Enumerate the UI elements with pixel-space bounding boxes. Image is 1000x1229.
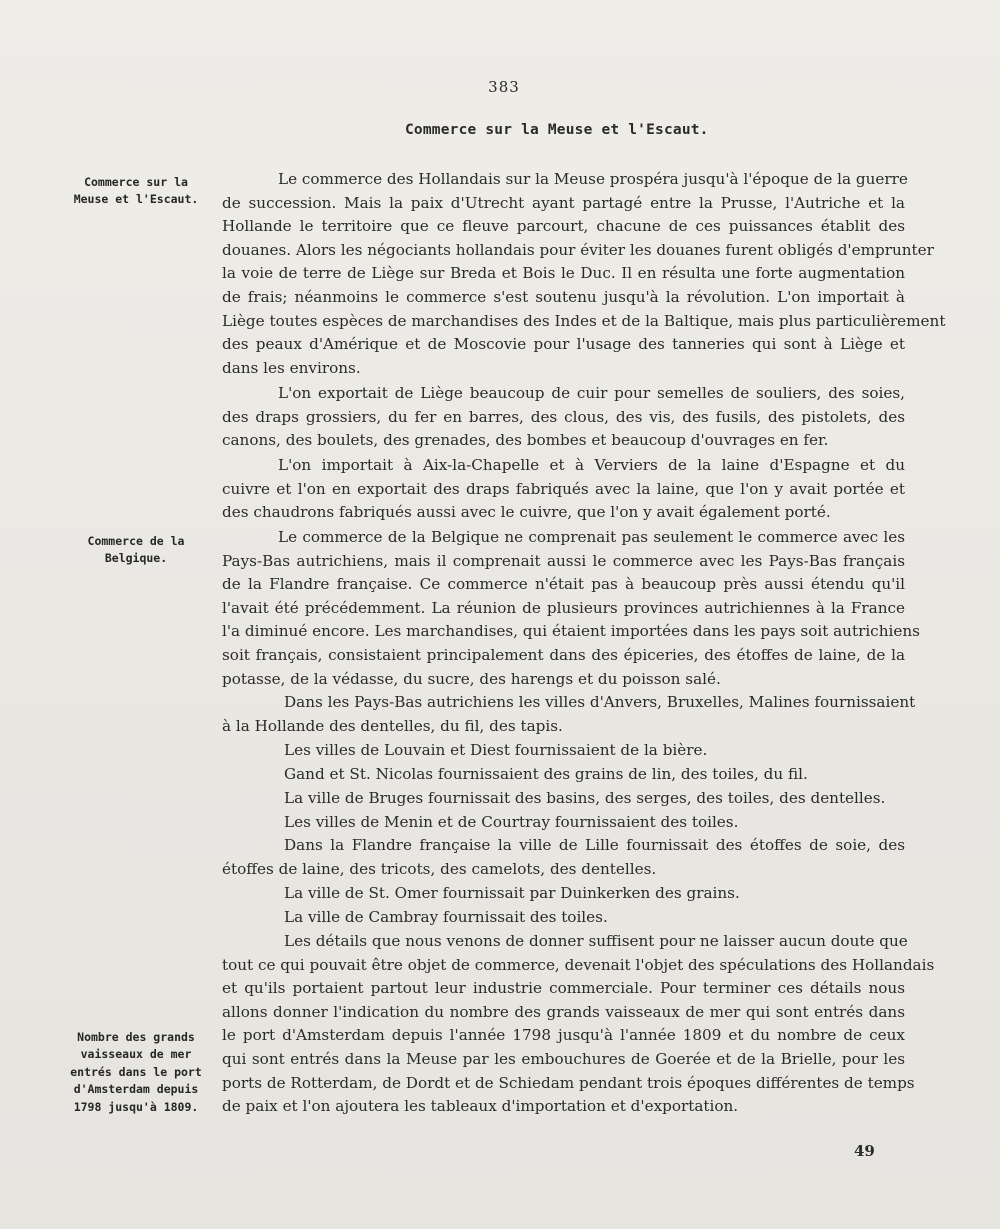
text-line: de frais; néanmoins le commerce s'est soutenu jusqu'à la révolution. L'on importait à (222, 287, 905, 306)
text-line: Les villes de Louvain et Diest fournissaient de la bière. (284, 741, 708, 759)
margin-note-line: Belgique. (104, 551, 168, 566)
text-line: soit français, consistaient principalement dans des épiceries, des étoffes de laine, de la (222, 645, 905, 664)
text-line: Les villes de Menin et de Courtray fournissaient des toiles. (284, 813, 739, 831)
text-line: cuivre et l'on en exportait des draps fabriqués avec la laine, que l'on y avait portée et (222, 479, 905, 498)
text-line: Dans les Pays-Bas autrichiens les villes d'Anvers, Bruxelles, Malines fournissaient (284, 693, 916, 711)
text-line: de succession. Mais la paix d'Utrecht ayant partagé entre la Prusse, l'Autriche et la (222, 193, 905, 212)
paragraph-conclusion (222, 930, 935, 1119)
text-line: à la Hollande des dentelles, du fil, des tapis. (222, 716, 563, 735)
text-line: ports de Rotterdam, de Dordt et de Schiedam pendant trois époques différentes de temps (222, 1073, 915, 1092)
text-line: la voie de terre de Liège sur Breda et Bois le Duc. Il en résulta une forte augmentation (222, 264, 905, 283)
text-line: allons donner l'indication du nombre des grands vaisseaux de mer qui sont entrés dans (222, 1002, 905, 1021)
text-line: l'avait été précédemment. La réunion de plusieurs provinces autrichiennes à la France (222, 598, 905, 617)
paragraph-louvain (222, 739, 905, 763)
paragraph-bruges (222, 787, 905, 811)
margin-note-nombre-vaisseaux (58, 1029, 214, 1116)
margin-note-line: 1798 jusqu'à 1809. (73, 1099, 199, 1114)
text-line: Le commerce des Hollandais sur la Meuse prospéra jusqu'à l'époque de la guerre (278, 170, 908, 188)
text-line: des peaux d'Amérique et de Moscovie pour l'usage des tanneries qui sont à Liège et (222, 335, 905, 354)
text-line: potasse, de la védasse, du sucre, des harengs et du poisson salé. (222, 669, 721, 688)
text-line: L'on exportait de Liège beaucoup de cuir pour semelles de souliers, des soies, (278, 384, 905, 402)
paragraph-pays-bas-autrichiens (222, 691, 916, 738)
paragraph-lille (222, 834, 905, 881)
paragraph-liege-export (222, 382, 905, 453)
margin-note-line: Commerce de la (87, 534, 185, 548)
text-line: Liège toutes espèces de marchandises des Indes et de la Baltique, mais plus particulièrement (222, 311, 946, 330)
text-line: de la Flandre française. Ce commerce n'était pas à beaucoup près aussi étendu qu'il (222, 575, 905, 594)
text-line: Hollande le territoire que ce fleuve parcourt, chacune de ces puissances établit des (222, 217, 905, 236)
text-line: des chaudrons fabriqués aussi avec le cuivre, que l'on y avait également porté. (222, 503, 831, 522)
text-line: Dans la Flandre française la ville de Lille fournissait des étoffes de soie, des (284, 836, 905, 854)
text-line: étoffes de laine, des tricots, des camelots, des dentelles. (222, 859, 657, 878)
margin-note-line: Meuse et l'Escaut. (73, 192, 199, 207)
folio-number: 49 (854, 1142, 875, 1160)
margin-note-line: Commerce sur la (84, 175, 188, 189)
margin-note-belgique (58, 533, 214, 568)
text-line: qui sont entrés dans la Meuse par les embouchures de Goerée et de la Brielle, pour les (222, 1049, 905, 1068)
text-line: douanes. Alors les négociants hollandais pour éviter les douanes furent obligés d'emprunter (222, 240, 934, 259)
paragraph-cambray (222, 906, 905, 930)
text-line: La ville de St. Omer fournissait par Duinkerken des grains. (284, 884, 740, 902)
paragraph-meuse (222, 168, 946, 380)
text-line: Les détails que nous venons de donner suffisent pour ne laisser aucun doute que (284, 932, 908, 950)
text-line: dans les environs. (222, 358, 361, 377)
text-line: l'a diminué encore. Les marchandises, qui étaient importées dans les pays soit autrichiens (222, 622, 920, 641)
paragraph-aix-verviers (222, 454, 905, 525)
text-line: Pays-Bas autrichiens, mais il comprenait aussi le commerce avec les Pays-Bas français (222, 551, 905, 570)
margin-note-line: entrés dans le port (70, 1064, 202, 1079)
text-line: le port d'Amsterdam depuis l'année 1798 jusqu'à l'année 1809 et du nombre de ceux (222, 1026, 905, 1045)
paragraph-belgique (222, 526, 920, 691)
text-line: tout ce qui pouvait être objet de commerce, devenait l'objet des spéculations des Hollandais (222, 955, 935, 974)
text-line: La ville de Bruges fournissait des basins, des serges, des toiles, des dentelles. (284, 789, 886, 807)
margin-note-meuse (58, 174, 214, 209)
text-line: Gand et St. Nicolas fournissaient des grains de lin, des toiles, du fil. (284, 765, 808, 783)
paragraph-menin (222, 811, 905, 835)
text-line: La ville de Cambray fournissait des toiles. (284, 908, 608, 926)
page-number: 383 (488, 78, 520, 96)
margin-note-line: d'Amsterdam depuis (73, 1082, 199, 1097)
text-line: de paix et l'on ajoutera les tableaux d'importation et d'exportation. (222, 1097, 739, 1116)
section-heading: Commerce sur la Meuse et l'Escaut. (405, 122, 709, 138)
paragraph-st-omer (222, 882, 905, 906)
text-line: L'on importait à Aix-la-Chapelle et à Verviers de la laine d'Espagne et du (278, 456, 905, 474)
margin-note-line: vaisseaux de mer (80, 1047, 192, 1062)
text-line: des draps grossiers, du fer en barres, des clous, des vis, des fusils, des pistolets, des (222, 407, 905, 426)
text-line: et qu'ils portaient partout leur industrie commerciale. Pour terminer ces détails nous (222, 979, 905, 998)
text-line: canons, des boulets, des grenades, des bombes et beaucoup d'ouvrages en fer. (222, 431, 829, 450)
paragraph-gand (222, 763, 905, 787)
text-line: Le commerce de la Belgique ne comprenait pas seulement le commerce avec les (278, 528, 905, 546)
margin-note-line: Nombre des grands (77, 1030, 195, 1044)
